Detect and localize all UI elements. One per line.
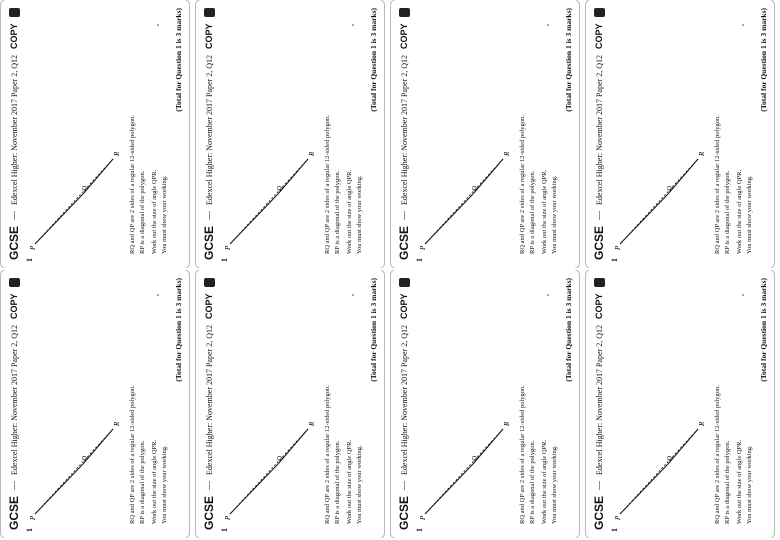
degree-answer: °: [742, 294, 748, 297]
label-r: R: [698, 421, 706, 426]
question-line: RQ and QP are 2 sides of a regular 12-sided polygon.: [714, 385, 721, 524]
question-line: You must show your working.: [161, 175, 168, 254]
question-line: Work out the size of angle QPR.: [346, 169, 353, 254]
logo-icon: [204, 8, 215, 18]
gcse-title: GCSE: [202, 495, 216, 530]
copy-label: COPY: [9, 293, 19, 320]
logo-icon: [9, 8, 20, 18]
header-dash: —: [594, 210, 604, 220]
header-dash: —: [204, 480, 214, 490]
question-line: RQ and QP are 2 sides of a regular 12-sided polygon.: [129, 385, 136, 524]
card-frame: [390, 0, 580, 268]
diagonal-rp: [35, 159, 113, 244]
label-p: P: [29, 515, 37, 520]
question-line: RQ and QP are 2 sides of a regular 12-sided polygon.: [324, 385, 331, 524]
gcse-title: GCSE: [7, 495, 21, 530]
polygon-diagram: [415, 134, 515, 254]
question-number: 1: [25, 258, 34, 262]
gcse-title: GCSE: [397, 225, 411, 260]
logo-icon: [9, 278, 20, 288]
polygon-diagram: [25, 404, 125, 524]
degree-answer: °: [157, 294, 163, 297]
degree-answer: °: [547, 24, 553, 27]
degree-answer: °: [547, 294, 553, 297]
question-line: Work out the size of angle QPR.: [736, 439, 743, 524]
question-text: [519, 14, 561, 254]
question-line: Work out the size of angle QPR.: [151, 439, 158, 524]
gcse-title: GCSE: [592, 225, 606, 260]
copy-label: COPY: [9, 23, 19, 50]
label-q: Q: [276, 185, 284, 191]
question-line: RP is a diagonal of the polygon.: [529, 170, 536, 254]
label-p: P: [29, 245, 37, 250]
header-dash: —: [9, 480, 19, 490]
card-header: [590, 278, 608, 530]
card-frame: [0, 270, 190, 538]
question-card: [585, 0, 775, 268]
question-number: 1: [415, 258, 424, 262]
label-q: Q: [666, 185, 674, 191]
question-card: [585, 270, 775, 538]
question-line: You must show your working.: [356, 175, 363, 254]
logo-icon: [594, 8, 605, 18]
header-dash: —: [399, 210, 409, 220]
question-line: Work out the size of angle QPR.: [541, 439, 548, 524]
question-line: RP is a diagonal of the polygon.: [139, 170, 146, 254]
total-marks: (Total for Question 1 is 3 marks): [564, 278, 573, 382]
question-line: RQ and QP are 2 sides of a regular 12-sided polygon.: [714, 115, 721, 254]
copy-label: COPY: [594, 23, 604, 50]
total-marks: (Total for Question 1 is 3 marks): [174, 278, 183, 382]
polygon-diagram: [610, 404, 710, 524]
question-source: Edexcel Higher: November 2017 Paper 2, Q12: [204, 325, 214, 475]
question-card: [390, 270, 580, 538]
question-line: Work out the size of angle QPR.: [151, 169, 158, 254]
label-q: Q: [81, 455, 89, 461]
question-line: RP is a diagonal of the polygon.: [334, 170, 341, 254]
degree-answer: °: [352, 294, 358, 297]
question-source: Edexcel Higher: November 2017 Paper 2, Q12: [594, 325, 604, 475]
question-number: 1: [25, 528, 34, 532]
question-line: RP is a diagonal of the polygon.: [724, 170, 731, 254]
total-marks: (Total for Question 1 is 3 marks): [759, 278, 768, 382]
header-dash: —: [204, 210, 214, 220]
question-number: 1: [220, 528, 229, 532]
card-frame: [585, 0, 775, 268]
question-line: RQ and QP are 2 sides of a regular 12-sided polygon.: [324, 115, 331, 254]
question-card: [0, 0, 190, 268]
gcse-title: GCSE: [7, 225, 21, 260]
label-r: R: [308, 151, 316, 156]
question-source: Edexcel Higher: November 2017 Paper 2, Q12: [9, 325, 19, 475]
question-card: [0, 270, 190, 538]
card-header: [395, 278, 413, 530]
degree-answer: °: [157, 24, 163, 27]
question-line: RP is a diagonal of the polygon.: [724, 440, 731, 524]
copy-label: COPY: [594, 293, 604, 320]
question-line: RP is a diagonal of the polygon.: [334, 440, 341, 524]
logo-icon: [204, 278, 215, 288]
question-line: You must show your working.: [356, 445, 363, 524]
label-p: P: [614, 245, 622, 250]
polygon-diagram: [220, 134, 320, 254]
copy-label: COPY: [399, 293, 409, 320]
question-text: [129, 284, 171, 524]
question-source: Edexcel Higher: November 2017 Paper 2, Q12: [594, 55, 604, 205]
total-marks: (Total for Question 1 is 3 marks): [759, 8, 768, 112]
question-card: [195, 270, 385, 538]
question-text: [129, 14, 171, 254]
card-frame: [585, 270, 775, 538]
card-header: [5, 278, 23, 530]
header-dash: —: [594, 480, 604, 490]
card-header: [590, 8, 608, 260]
question-text: [714, 14, 756, 254]
label-r: R: [113, 421, 121, 426]
label-q: Q: [471, 455, 479, 461]
label-r: R: [503, 421, 511, 426]
label-p: P: [224, 245, 232, 250]
card-frame: [0, 0, 190, 268]
question-line: You must show your working.: [551, 175, 558, 254]
total-marks: (Total for Question 1 is 3 marks): [174, 8, 183, 112]
card-frame: [390, 270, 580, 538]
total-marks: (Total for Question 1 is 3 marks): [369, 8, 378, 112]
question-source: Edexcel Higher: November 2017 Paper 2, Q12: [399, 55, 409, 205]
header-dash: —: [9, 210, 19, 220]
label-r: R: [503, 151, 511, 156]
polygon-diagram: [610, 134, 710, 254]
question-source: Edexcel Higher: November 2017 Paper 2, Q12: [9, 55, 19, 205]
label-q: Q: [276, 455, 284, 461]
question-line: Work out the size of angle QPR.: [541, 169, 548, 254]
label-p: P: [419, 245, 427, 250]
total-marks: (Total for Question 1 is 3 marks): [369, 278, 378, 382]
label-q: Q: [666, 455, 674, 461]
question-line: Work out the size of angle QPR.: [346, 439, 353, 524]
label-p: P: [614, 515, 622, 520]
question-number: 1: [610, 258, 619, 262]
question-card: [390, 0, 580, 268]
label-p: P: [224, 515, 232, 520]
header-dash: —: [399, 480, 409, 490]
gcse-title: GCSE: [592, 495, 606, 530]
question-source: Edexcel Higher: November 2017 Paper 2, Q12: [204, 55, 214, 205]
question-text: [324, 14, 366, 254]
question-line: RP is a diagonal of the polygon.: [139, 440, 146, 524]
card-header: [200, 278, 218, 530]
polygon-diagram: [415, 404, 515, 524]
logo-icon: [594, 278, 605, 288]
question-line: You must show your working.: [161, 445, 168, 524]
gcse-title: GCSE: [202, 225, 216, 260]
polygon-diagram: [25, 134, 125, 254]
label-q: Q: [471, 185, 479, 191]
question-number: 1: [415, 528, 424, 532]
question-line: You must show your working.: [746, 175, 753, 254]
question-text: [519, 284, 561, 524]
question-text: [324, 284, 366, 524]
question-line: Work out the size of angle QPR.: [736, 169, 743, 254]
card-frame: [195, 0, 385, 268]
question-line: RQ and QP are 2 sides of a regular 12-sided polygon.: [519, 115, 526, 254]
question-line: You must show your working.: [746, 445, 753, 524]
question-card: [195, 0, 385, 268]
label-q: Q: [81, 185, 89, 191]
degree-answer: °: [352, 24, 358, 27]
copy-label: COPY: [204, 23, 214, 50]
card-frame: [195, 270, 385, 538]
logo-icon: [399, 278, 410, 288]
question-line: RP is a diagonal of the polygon.: [529, 440, 536, 524]
label-r: R: [698, 151, 706, 156]
copy-label: COPY: [399, 23, 409, 50]
question-number: 1: [220, 258, 229, 262]
polygon-diagram: [220, 404, 320, 524]
label-r: R: [113, 151, 121, 156]
label-r: R: [308, 421, 316, 426]
question-line: You must show your working.: [551, 445, 558, 524]
degree-answer: °: [742, 24, 748, 27]
question-text: [714, 284, 756, 524]
gcse-title: GCSE: [397, 495, 411, 530]
card-header: [395, 8, 413, 260]
total-marks: (Total for Question 1 is 3 marks): [564, 8, 573, 112]
question-source: Edexcel Higher: November 2017 Paper 2, Q12: [399, 325, 409, 475]
question-line: RQ and QP are 2 sides of a regular 12-sided polygon.: [129, 115, 136, 254]
card-header: [5, 8, 23, 260]
label-p: P: [419, 515, 427, 520]
question-line: RQ and QP are 2 sides of a regular 12-sided polygon.: [519, 385, 526, 524]
logo-icon: [399, 8, 410, 18]
card-header: [200, 8, 218, 260]
diagonal-rp: [35, 429, 113, 514]
question-number: 1: [610, 528, 619, 532]
copy-label: COPY: [204, 293, 214, 320]
